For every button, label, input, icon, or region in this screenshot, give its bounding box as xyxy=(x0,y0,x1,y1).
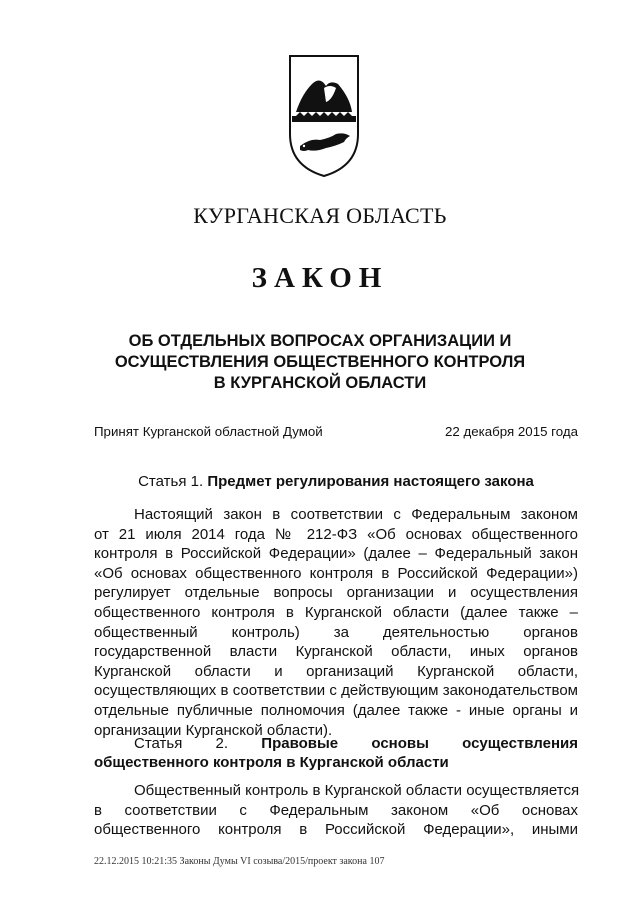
text-line: от 21 июля 2014 года № 212-ФЗ «Об основах общественного xyxy=(94,525,578,543)
adopted-by: Принят Курганской областной Думой xyxy=(94,424,323,439)
article-2-heading xyxy=(94,734,578,772)
text-line: общественный контроль) за деятельностью органов xyxy=(94,623,578,641)
text-line: общественного контроля в Курганской области (далее также – xyxy=(94,603,578,621)
text-line: Общественный контроль в Курганской области осуществляется xyxy=(134,782,580,799)
article-1-body xyxy=(94,505,578,740)
coat-of-arms-emblem xyxy=(286,54,362,178)
article-2-body xyxy=(94,781,578,840)
text-line: регулирует отдельные вопросы организации и осуществления xyxy=(94,584,578,602)
article-2-prefix: Статья 2. xyxy=(134,735,229,752)
law-title-line: ОБ ОТДЕЛЬНЫХ ВОПРОСАХ ОРГАНИЗАЦИИ И xyxy=(128,332,512,350)
article-1-prefix: Статья 1. xyxy=(138,473,204,490)
article-2-heading-line xyxy=(94,734,578,753)
text-line: «Об основах общественного контроля в Российской Федерации») xyxy=(94,564,578,582)
text-line: организации Курганской области). xyxy=(94,721,333,739)
law-title-line: ОСУЩЕСТВЛЕНИЯ ОБЩЕСТВЕННОГО КОНТРОЛЯ xyxy=(114,353,526,371)
law-title xyxy=(0,331,640,394)
text-line: общественного контроля в Российской Федерации», иными xyxy=(94,821,578,839)
article-1-title: Предмет регулирования настоящего закона xyxy=(207,473,534,490)
text-line: Настоящий закон в соответствии с Федеральным законом xyxy=(134,506,578,523)
text-line: отдельные публичные полномочия (далее также - иные органы и xyxy=(94,701,578,719)
adoption-date: 22 декабря 2015 года xyxy=(445,424,578,439)
document-type: ЗАКОН xyxy=(251,262,389,294)
article-2-title-line: Правовые основы осуществления xyxy=(261,735,578,752)
text-line: в соответствии с Федеральным законом «Об основах xyxy=(94,801,578,819)
text-line: государственной власти Курганской области, иных органов xyxy=(94,643,578,661)
article-1-heading xyxy=(94,472,578,491)
text-line: Курганской области и организаций Курганской области, xyxy=(94,662,578,680)
text-line: осуществляющих в соответствии с действующим законодательством xyxy=(94,682,578,700)
text-line: контроля в Российской Федерации» (далее – Федеральный закон xyxy=(94,545,578,563)
file-footer: 22.12.2015 10:21:35 Законы Думы VI созыва/2015/проект закона 107 xyxy=(94,856,385,867)
adoption-line xyxy=(94,424,578,439)
article-2-title-line: общественного контроля в Курганской области xyxy=(94,754,449,771)
region-name: КУРГАНСКАЯ ОБЛАСТЬ xyxy=(193,203,447,228)
law-title-line: В КУРГАНСКОЙ ОБЛАСТИ xyxy=(213,374,427,392)
